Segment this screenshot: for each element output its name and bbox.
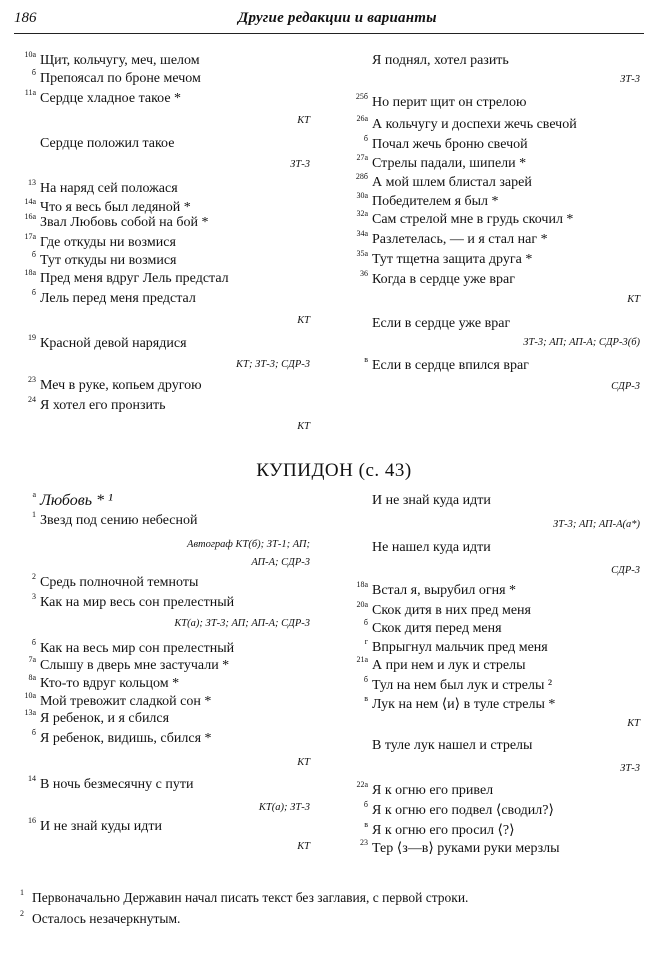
verse-number: в [364, 820, 368, 829]
source-siglum: КТ(а); ЗТ-3; АП; АП-А; СДР-3 [174, 618, 310, 629]
verse-number: 35а [356, 249, 368, 258]
source-siglum: КТ [627, 294, 640, 305]
source-siglum: КТ [627, 718, 640, 729]
verse-number: б [363, 618, 368, 627]
footnote-text: Первоначально Державин начал писать текст без заглавия, с первой строки. [32, 890, 469, 905]
source-siglum: КТ(а); ЗТ-3 [258, 802, 310, 813]
verse-number: б [31, 68, 36, 77]
verse-line: Красной девой нарядися [40, 336, 187, 351]
verse-number: б [31, 250, 36, 259]
verse-number: 16 [28, 816, 36, 825]
verse-line: Скок дитя перед меня [372, 621, 502, 636]
footnote-text: Осталось незачеркнутым. [32, 911, 181, 926]
verse-line: На наряд сей положася [40, 181, 178, 196]
verse-line: Я ребенок, и я сбился [40, 711, 170, 726]
source-siglum: КТ [297, 115, 310, 126]
verse-line: Я к огню его подвел ⟨сводил?⟩ [372, 803, 554, 818]
verse-line: Средь полночной темноты [40, 575, 199, 590]
verse-line: Я поднял, хотел разить [372, 53, 509, 68]
verse-line: Встал я, вырубил огня * [372, 583, 517, 598]
verse-line: Тул на нем был лук и стрелы ² [372, 678, 553, 693]
verse-number: 22а [356, 780, 368, 789]
verse-line: Но перит щит он стрелою [372, 95, 527, 110]
verse-line: В ночь безмесячну с пути [40, 777, 194, 792]
source-siglum: КТ [297, 841, 310, 852]
verse-line: Слышу в дверь мне застучали * [40, 658, 230, 673]
verse-number: 21а [356, 655, 368, 664]
verse-line: Где откуды ни возмися [40, 235, 176, 250]
verse-number: 30а [356, 191, 368, 200]
verse-line: Скок дитя в них пред меня [372, 603, 531, 618]
verse-line: Если в сердце впился враг [372, 358, 529, 373]
verse-number: 16а [24, 212, 36, 221]
verse-line: Я ребенок, видишь, сбился * [40, 731, 212, 746]
source-siglum: ЗТ-3; АП; АП-А(а*) [552, 519, 640, 530]
verse-line: Не нашел куда идти [372, 540, 491, 555]
source-siglum: СДР-3 [611, 381, 640, 392]
verse-line: Я хотел его пронзить [40, 398, 166, 413]
verse-line: Сам стрелой мне в грудь скочил * [372, 212, 574, 227]
verse-line: Тут откуды ни возмися [40, 253, 177, 268]
verse-number: 20а [356, 600, 368, 609]
verse-number: 24 [28, 395, 36, 404]
verse-line: Лук на нем ⟨и⟩ в туле стрелы * [372, 697, 556, 712]
verse-line: Мой тревожит сладкой сон * [40, 694, 212, 709]
verse-line: Щит, кольчугу, меч, шелом [40, 53, 200, 68]
verse-number: г [364, 637, 368, 646]
verse-number: 26а [356, 114, 368, 123]
verse-number: 27а [356, 153, 368, 162]
verse-number: 34а [356, 229, 368, 238]
verse-line: Разлетелась, — и я стал наг * [372, 232, 548, 247]
verse-number: б [31, 728, 36, 737]
verse-number: 18а [24, 268, 36, 277]
verse-number: 23 [360, 838, 368, 847]
verse-number: а [32, 490, 36, 499]
verse-line: Сердце хладное такое * [40, 91, 182, 106]
verse-number: 2 [32, 572, 36, 581]
verse-line: Лель перед меня предстал [40, 291, 196, 306]
source-siglum: КТ; ЗТ-3; СДР-3 [236, 359, 310, 370]
verse-line: Я к огню его просил ⟨?⟩ [372, 823, 515, 838]
source-siglum: КТ [297, 315, 310, 326]
header-rule [14, 33, 644, 34]
verse-line: Впрыгнул мальчик пред меня [372, 640, 548, 655]
source-siglum: Автограф КТ(б); ЗТ-1; АП; [187, 539, 310, 550]
verse-number: 32а [356, 209, 368, 218]
source-siglum: КТ [297, 757, 310, 768]
verse-line: Что я весь был ледяной * [40, 200, 191, 215]
verse-number: 19 [28, 333, 36, 342]
verse-line: Когда в сердце уже враг [372, 272, 515, 287]
verse-number: 25б [355, 92, 368, 101]
verse-line: Почал жечь броню свечой [372, 137, 528, 152]
verse-number: 14а [24, 197, 36, 206]
section-title: КУПИДОН (с. 43) [256, 460, 412, 481]
source-siglum: ЗТ-3 [290, 159, 310, 170]
verse-number: 28б [355, 172, 368, 181]
source-siglum: ЗТ-3 [620, 763, 640, 774]
verse-line: В туле лук нашел и стрелы [372, 738, 533, 753]
verse-number: б [31, 638, 36, 647]
verse-line: Победителем я был * [372, 194, 499, 209]
verse-number: 1 [32, 510, 36, 519]
source-siglum: ЗТ-3 [620, 74, 640, 85]
verse-number: 8а [28, 673, 36, 682]
verse-number: 13 [28, 178, 36, 187]
footnote-number: 2 [20, 909, 24, 918]
verse-line: Препоясал по броне мечом [40, 71, 201, 86]
verse-number: 23 [28, 375, 36, 384]
verse-number: 13а [24, 708, 36, 717]
verse-line: Тут тщетна защита друга * [372, 252, 533, 267]
verse-line: Стрелы падали, шипели * [372, 156, 527, 171]
source-siglum: КТ [297, 421, 310, 432]
footnote-number: 1 [20, 888, 24, 897]
verse-number: 7а [28, 655, 36, 664]
verse-number: 17а [24, 232, 36, 241]
verse-line: Тер ⟨з—в⟩ руками руки мерзлы [372, 841, 560, 856]
source-siglum: АП-А; СДР-3 [251, 557, 310, 568]
verse-number: 10а [24, 50, 36, 59]
verse-line: А при нем и лук и стрелы [372, 658, 526, 673]
verse-line: Звезд под сению небесной [40, 513, 198, 528]
source-siglum: ЗТ-3; АП; АП-А; СДР-3(б) [523, 337, 640, 348]
verse-number: 36 [360, 269, 368, 278]
verse-line: Пред меня вдруг Лель предстал [40, 271, 229, 286]
verse-line: Как на мир весь сон прелестный [40, 595, 235, 610]
verse-line: А кольчугу и доспехи жечь свечой [372, 117, 577, 132]
verse-number: б [363, 675, 368, 684]
verse-number: в [364, 355, 368, 364]
verse-line: Кто-то вдруг кольцом * [40, 676, 180, 691]
verse-number: б [31, 288, 36, 297]
page-number: 186 [14, 10, 37, 26]
verse-number: 18а [356, 580, 368, 589]
verse-line: Меч в руке, копьем другою [40, 378, 202, 393]
verse-number: б [363, 800, 368, 809]
verse-line: Как на весь мир сон прелестный [40, 641, 235, 656]
verse-line: А мой шлем блистал зарей [372, 175, 532, 190]
source-siglum: СДР-3 [611, 565, 640, 576]
verse-line: Звал Любовь собой на бой * [40, 215, 209, 230]
verse-number: 3 [32, 592, 36, 601]
verse-line: Я к огню его привел [372, 783, 494, 798]
verse-number: в [364, 694, 368, 703]
verse-number: б [363, 134, 368, 143]
verse-line: Сердце положил такое [40, 136, 175, 151]
verse-line: Любовь * ¹ [40, 492, 113, 509]
verse-number: 11а [24, 88, 36, 97]
verse-line: И не знай куда идти [372, 493, 491, 508]
verse-line: И не знай куды идти [40, 819, 163, 834]
verse-line: Если в сердце уже враг [372, 316, 511, 331]
verse-number: 14 [28, 774, 36, 783]
running-title: Другие редакции и варианты [238, 10, 437, 26]
verse-number: 10а [24, 691, 36, 700]
